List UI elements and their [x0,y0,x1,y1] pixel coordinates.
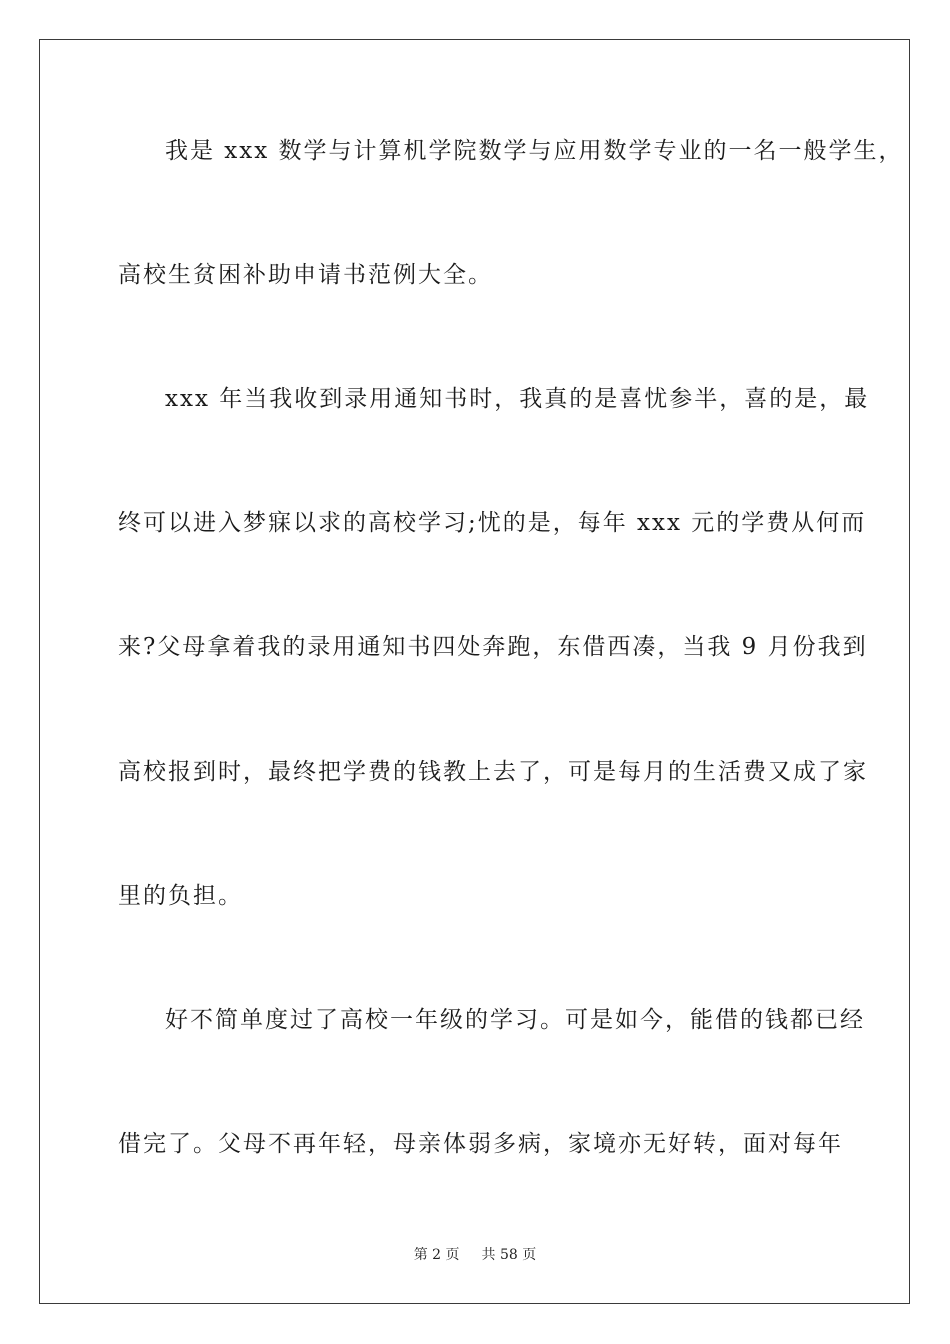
page-frame [39,39,910,1304]
text-line-7: 里的负担。 [118,883,243,909]
page-total: 共 58 页 [481,1247,537,1263]
text-line-8: 好不简单度过了高校一年级的学习。可是如今，能借的钱都已经 [165,1007,865,1033]
text-line-5: 来?父母拿着我的录用通知书四处奔跑，东借西凑，当我 9 月份我到 [118,634,868,660]
text-line-1: 我是 xxx 数学与计算机学院数学与应用数学专业的一名一般学生， [165,138,904,164]
page-footer [0,1246,950,1264]
text-line-2: 高校生贫困补助申请书范例大全。 [118,262,493,288]
text-line-3: xxx 年当我收到录用通知书时，我真的是喜忧参半，喜的是，最 [165,386,870,412]
text-line-9: 借完了。父母不再年轻，母亲体弱多病，家境亦无好转，面对每年 [118,1131,843,1157]
text-line-4: 终可以进入梦寐以求的高校学习;忧的是，每年 xxx 元的学费从何而 [118,510,867,536]
text-line-6: 高校报到时，最终把学费的钱教上去了，可是每月的生活费又成了家 [118,759,868,785]
page-number: 第 2 页 [413,1247,460,1263]
